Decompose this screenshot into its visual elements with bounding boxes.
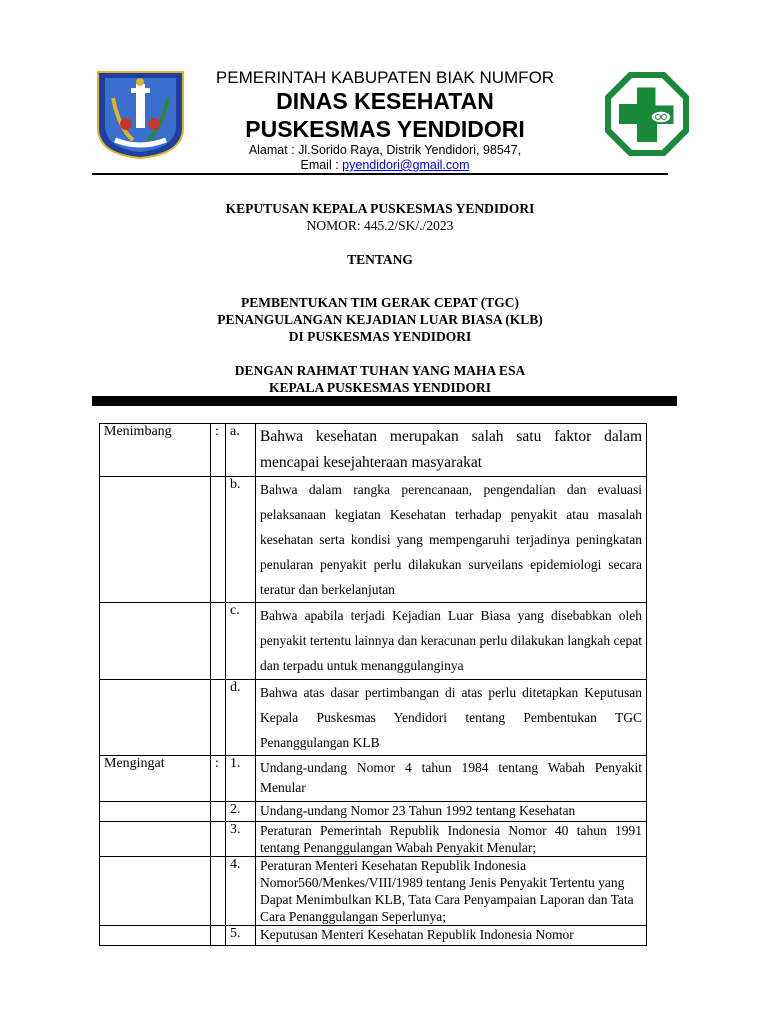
table-row xyxy=(100,477,647,603)
subject-line-3: DI PUSKESMAS YENDIDORI xyxy=(288,329,472,344)
item-marker: 5. xyxy=(226,926,256,946)
about-heading: TENTANG xyxy=(347,252,413,267)
government-name: PEMERINTAH KABUPATEN BIAK NUMFOR xyxy=(215,68,555,87)
table-row xyxy=(100,603,647,680)
table-row xyxy=(100,857,647,926)
item-text: Undang-undang Nomor 23 Tahun 1992 tentang Kesehatan xyxy=(256,802,647,822)
section-label xyxy=(100,857,211,926)
table-row xyxy=(100,756,647,802)
item-marker: 4. xyxy=(226,857,256,926)
item-text: Bahwa apabila terjadi Kejadian Luar Biasa yang disebabkan oleh penyakit tertentu lainnya dan keracunan perlu dilakukan langkah cepat dan terpadu untuk menanggulanginya xyxy=(256,603,647,680)
table-row xyxy=(100,822,647,857)
grace-line-1: DENGAN RAHMAT TUHAN YANG MAHA ESA xyxy=(234,363,526,378)
puskesmas-logo xyxy=(603,70,691,158)
colon xyxy=(211,680,226,756)
item-marker: 1. xyxy=(226,756,256,802)
item-marker: a. xyxy=(226,424,256,477)
decision-title: KEPUTUSAN KEPALA PUSKESMAS YENDIDORI xyxy=(225,201,535,216)
agency-name: DINAS KESEHATAN xyxy=(276,88,494,114)
letterhead xyxy=(190,68,580,173)
section-label: Mengingat xyxy=(100,756,211,802)
letterhead-divider xyxy=(92,173,668,175)
section-label xyxy=(100,603,211,680)
email-link[interactable]: pyendidori@gmail.com xyxy=(342,158,470,172)
section-label xyxy=(100,477,211,603)
colon xyxy=(211,477,226,603)
item-text: Bahwa atas dasar pertimbangan di atas perlu ditetapkan Keputusan Kepala Puskesmas Yendidori tentang Pembentukan TGC Penanggulangan KLB xyxy=(256,680,647,756)
colon xyxy=(211,822,226,857)
item-text: Bahwa dalam rangka perencanaan, pengendalian dan evaluasi pelaksanaan kegiatan Kesehatan terhadap penyakit atau masalah kesehatan serta kondisi yang mempengaruhi terjadinya peningkatan penularan penyakit perlu dilakukan surveilans epidemiologi secara teratur dan berkelanjutan xyxy=(256,477,647,603)
decision-number: NOMOR: 445.2/SK/./2023 xyxy=(306,218,454,233)
address: Alamat : Jl.Sorido Raya, Distrik Yendidori, 98547, xyxy=(248,143,522,157)
section-label xyxy=(100,926,211,946)
section-label: Menimbang xyxy=(100,424,211,477)
item-marker: 2. xyxy=(226,802,256,822)
item-text: Undang-undang Nomor 4 tahun 1984 tentang Wabah Penyakit Menular xyxy=(256,756,647,802)
colon xyxy=(211,603,226,680)
email-line xyxy=(190,158,580,173)
item-marker: b. xyxy=(226,477,256,603)
clinic-name: PUSKESMAS YENDIDORI xyxy=(245,116,525,142)
subject-line-2: PENANGULANGAN KEJADIAN LUAR BIASA (KLB) xyxy=(217,312,543,327)
table-row xyxy=(100,680,647,756)
section-label xyxy=(100,802,211,822)
colon xyxy=(211,802,226,822)
item-marker: c. xyxy=(226,603,256,680)
biak-numfor-emblem xyxy=(93,68,188,160)
colon: : xyxy=(211,756,226,802)
considerations-table xyxy=(99,423,647,946)
section-label xyxy=(100,822,211,857)
colon xyxy=(211,857,226,926)
title-divider xyxy=(92,396,677,406)
table-row xyxy=(100,926,647,946)
item-marker: d. xyxy=(226,680,256,756)
table-row xyxy=(100,424,647,477)
colon xyxy=(211,926,226,946)
colon: : xyxy=(211,424,226,477)
section-label xyxy=(100,680,211,756)
subject-line-1: PEMBENTUKAN TIM GERAK CEPAT (TGC) xyxy=(240,295,519,310)
item-text: Keputusan Menteri Kesehatan Republik Indonesia Nomor xyxy=(256,926,647,946)
item-text: Peraturan Menteri Kesehatan Republik Indonesia Nomor560/Menkes/VIII/1989 tentang Jenis Penyakit Tertentu yang Dapat Menimbulkan KLB, Tata Cara Penyampaian Laporan dan Tata Cara Penanggulangan Seperlunya; xyxy=(256,857,647,926)
grace-line-2: KEPALA PUSKESMAS YENDIDORI xyxy=(268,380,492,395)
email-label: Email : xyxy=(300,158,343,172)
item-marker: 3. xyxy=(226,822,256,857)
table-row xyxy=(100,802,647,822)
item-text: Bahwa kesehatan merupakan salah satu faktor dalam mencapai kesejahteraan masyarakat xyxy=(256,424,647,477)
item-text: Peraturan Pemerintah Republik Indonesia Nomor 40 tahun 1991 tentang Penanggulangan Wabah Penyakit Menular; xyxy=(256,822,647,857)
